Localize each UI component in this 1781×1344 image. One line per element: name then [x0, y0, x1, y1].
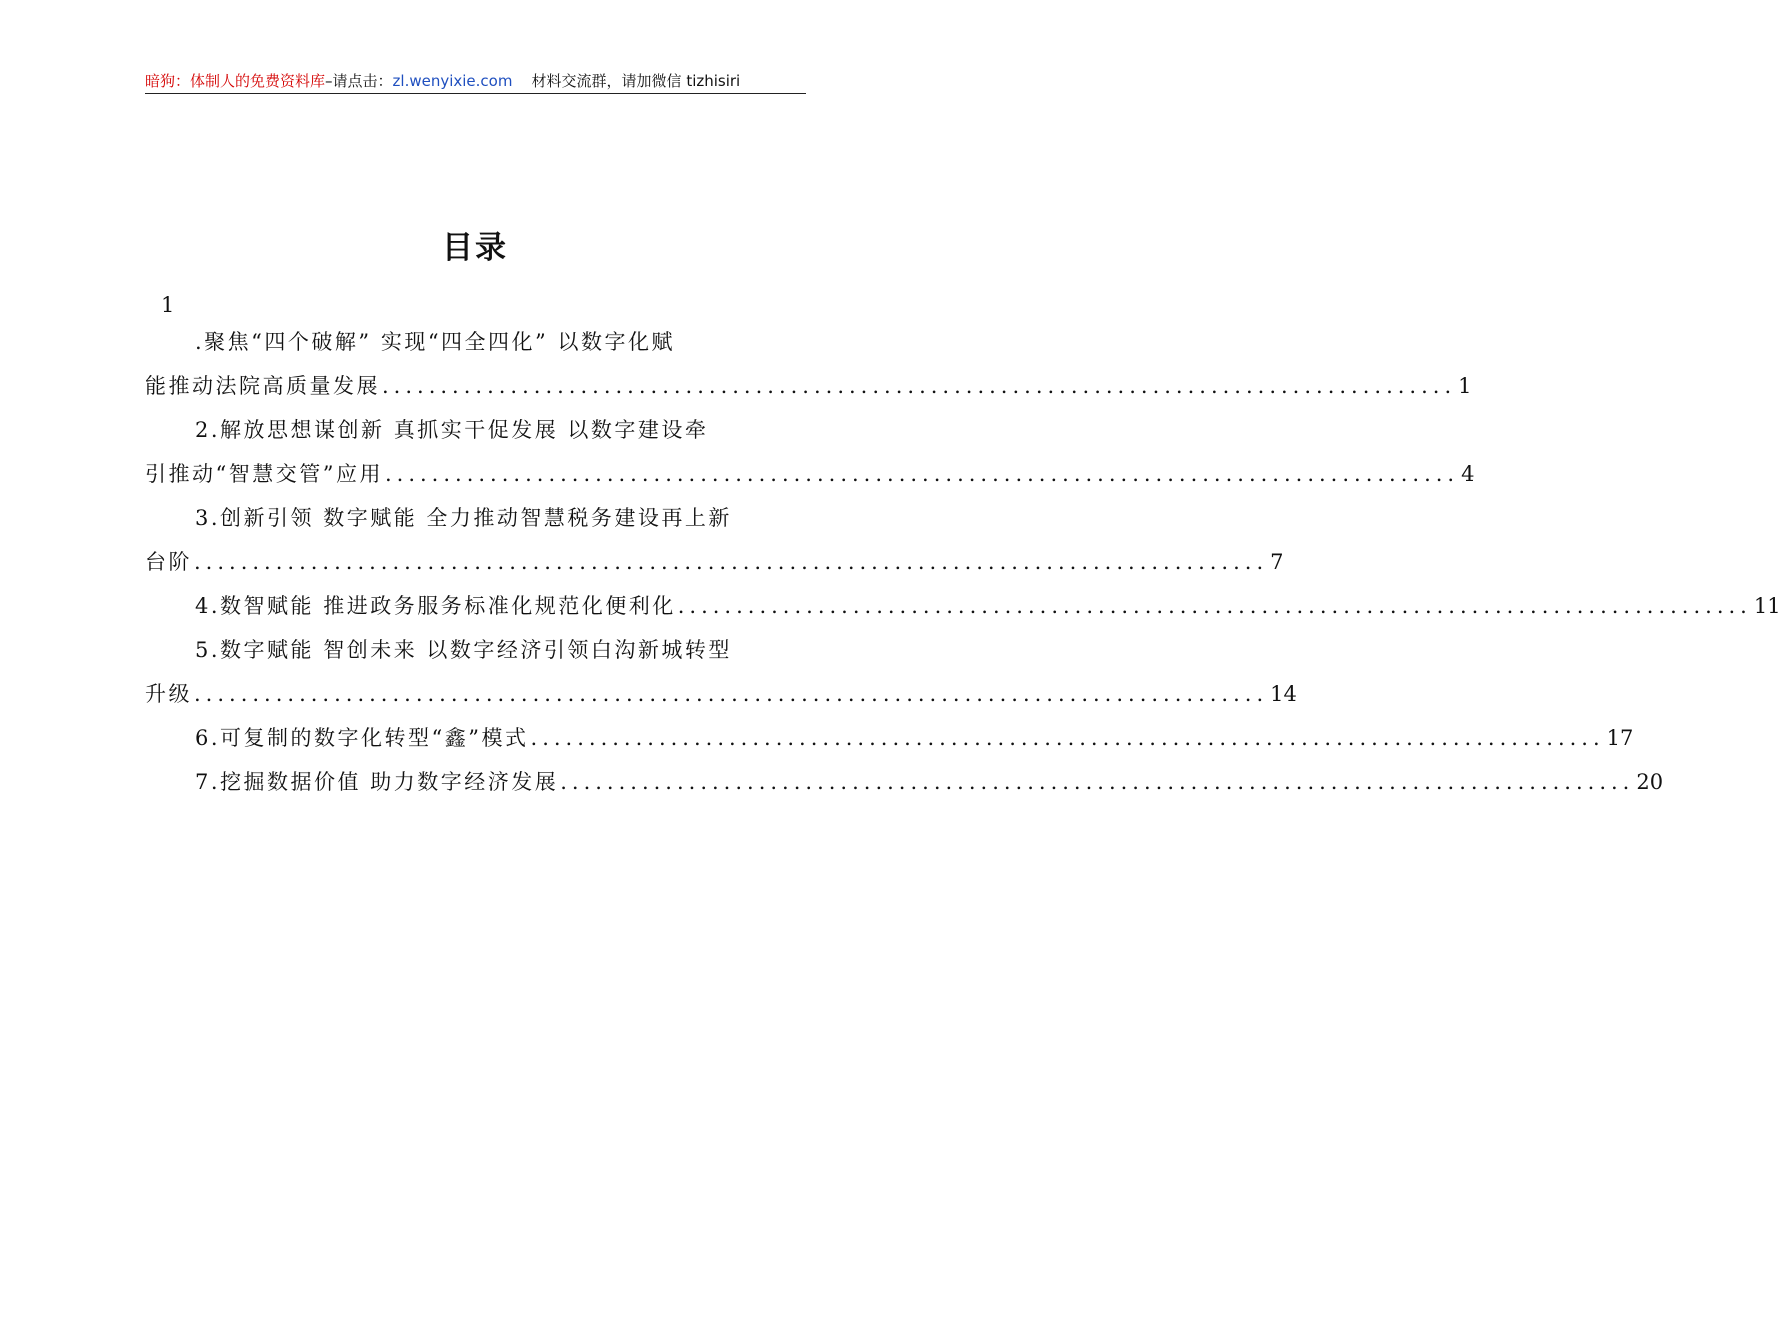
toc-entry-title-line1: 3.创新引领 数字赋能 全力推动智慧税务建设再上新: [195, 506, 732, 530]
toc-entry-title: 6.可复制的数字化转型“鑫”模式: [195, 726, 529, 750]
toc-entry-title-line2: 引推动“智慧交管”应用: [145, 462, 383, 486]
toc-entry[interactable]: [145, 628, 1297, 716]
header-gap: [512, 72, 531, 90]
header-wechat-text: 材料交流群，请加微信 tizhisiri: [531, 72, 741, 90]
toc-entry[interactable]: [145, 496, 1284, 584]
toc-leader-dots: ............................................................................................: [530, 726, 1605, 750]
header-click-prompt: –请点击：: [325, 72, 393, 90]
toc-entry[interactable]: [145, 716, 1634, 760]
toc-entry-title: 7.挖掘数据价值 助力数字经济发展: [195, 770, 559, 794]
toc-entry[interactable]: [145, 408, 1475, 496]
toc-leader-dots: ............................................................................................: [677, 594, 1752, 618]
toc-leader-dots: ............................................................................................: [382, 374, 1457, 398]
toc-leader-dots: ............................................................................................: [194, 550, 1269, 574]
toc-entry-last-line: [145, 584, 1781, 628]
toc-leader-dots: ............................................................................................: [194, 682, 1269, 706]
page-title: 目录: [442, 230, 508, 266]
toc-lead-number: 1: [161, 293, 175, 317]
toc-entry-last-line: [145, 540, 1284, 584]
toc-entry-title-line1: .聚焦“四个破解” 实现“四全四化” 以数字化赋: [195, 330, 675, 354]
toc-entry-page: 14: [1270, 682, 1297, 706]
toc-entry-title-line2: 能推动法院高质量发展: [145, 374, 380, 398]
toc-leader-dots: ............................................................................................: [560, 770, 1635, 794]
toc-entry-page: 17: [1606, 726, 1634, 750]
toc-entry-page: 7: [1270, 550, 1284, 574]
toc-leader-dots: ............................................................................................: [384, 462, 1460, 486]
toc-entry-page: 20: [1636, 770, 1664, 794]
toc-entry[interactable]: [145, 584, 1781, 628]
toc-entry-page: 4: [1461, 462, 1475, 486]
toc-entry-title-line2: 升级: [145, 682, 192, 706]
toc-entry[interactable]: [145, 760, 1664, 804]
toc-entry-title-line2: 台阶: [145, 550, 192, 574]
toc-entry-title-line1: 5.数字赋能 智创未来 以数字经济引领白沟新城转型: [195, 638, 732, 662]
header-brand-text: 暗狗：体制人的免费资料库: [145, 72, 326, 90]
page-header: [145, 68, 806, 94]
toc-entry-page: 11: [1753, 594, 1781, 618]
toc-entry-page: 1: [1458, 374, 1472, 398]
toc-entry-title-line1: 2.解放思想谋创新 真抓实干促发展 以数字建设牵: [195, 418, 709, 442]
toc-entry-last-line: [145, 672, 1297, 716]
toc-entry-last-line: [145, 716, 1634, 760]
header-divider: [145, 93, 806, 94]
toc-entry-last-line: [145, 364, 1472, 408]
toc-entry-last-line: [145, 452, 1475, 496]
table-of-contents: [145, 290, 1781, 804]
header-link[interactable]: zl.wenyixie.com: [392, 72, 513, 90]
toc-entry-title: 4.数智赋能 推进政务服务标准化规范化便利化: [195, 594, 676, 618]
toc-entry[interactable]: [145, 320, 1472, 408]
toc-entry-last-line: [145, 760, 1664, 804]
